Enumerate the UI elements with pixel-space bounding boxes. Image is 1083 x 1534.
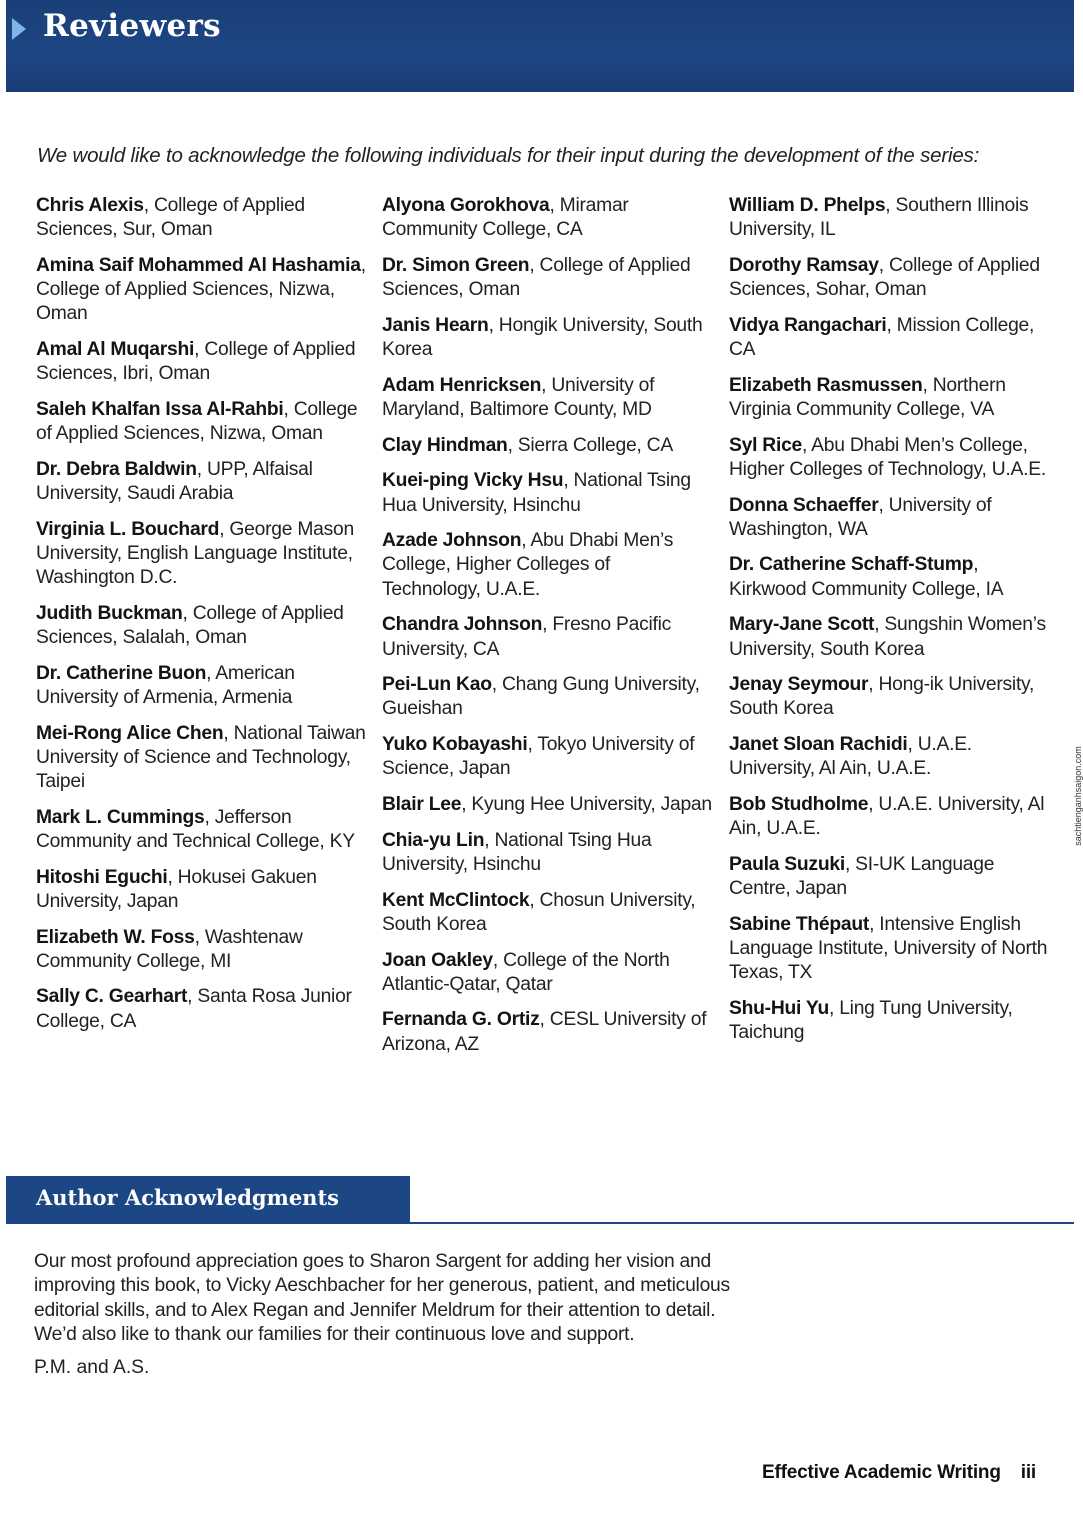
reviewer-affiliation: , American University of Armenia, Armenia — [36, 662, 295, 708]
reviewer-affiliation: , College of Applied Sciences, Nizwa, Oman — [36, 398, 358, 445]
reviewer-name: Clay Hindman — [382, 434, 508, 456]
reviewer-affiliation: , Intensive English Language Institute, University of North Texas, TX — [729, 913, 1048, 984]
reviewer-name: Amina Saif Mohammed Al Hashamia — [36, 254, 361, 276]
reviewer-entry — [36, 866, 366, 914]
reviewers-header-banner — [6, 0, 1074, 92]
reviewer-name: Paula Suzuki — [729, 853, 845, 875]
reviewer-name: Blair Lee — [382, 794, 462, 816]
reviewer-name: Elizabeth Rasmussen — [729, 374, 923, 396]
reviewer-column-1 — [36, 194, 366, 1045]
reviewer-affiliation: , SI-UK Language Centre, Japan — [729, 853, 995, 900]
reviewer-name: Amal Al Muqarshi — [36, 339, 195, 361]
reviewer-entry — [729, 314, 1051, 362]
reviewer-column-3 — [729, 194, 1051, 1057]
reviewer-affiliation: , University of Maryland, Baltimore County, MD — [382, 374, 655, 420]
reviewer-name: Alyona Gorokhova — [382, 195, 550, 216]
reviewer-affiliation: , Tokyo University of Science, Japan — [382, 734, 695, 780]
reviewer-entry — [729, 254, 1051, 302]
reviewer-entry — [36, 518, 366, 591]
reviewer-affiliation: , Santa Rosa Junior College, CA — [36, 986, 352, 1032]
reviewer-entry — [36, 254, 366, 327]
reviewer-entry — [36, 602, 366, 650]
reviewer-entry — [382, 434, 712, 458]
reviewer-entry — [382, 949, 712, 997]
reviewer-name: Shu-Hui Yu — [729, 997, 829, 1019]
reviewer-affiliation: , National Tsing Hua University, Hsinchu — [382, 829, 652, 875]
reviewer-entry — [729, 613, 1051, 661]
reviewer-name: Mei-Rong Alice Chen — [36, 722, 224, 744]
reviewer-affiliation: , Northern Virginia Community College, VA — [729, 374, 1006, 420]
reviewer-entry — [36, 194, 366, 242]
intro-text: We would like to acknowledge the following individuals for their input during the development of the series: — [37, 144, 980, 167]
reviewer-entry — [36, 458, 366, 506]
reviewer-name: Fernanda G. Ortiz — [382, 1009, 540, 1031]
reviewer-name: Pei-Lun Kao — [382, 674, 492, 696]
reviewer-name: Mary-Jane Scott — [729, 614, 875, 636]
reviewer-affiliation: , National Taiwan University of Science and Technology, Taipei — [36, 722, 366, 793]
reviewer-affiliation: , Miramar Community College, CA — [382, 195, 629, 241]
reviewer-entry — [729, 733, 1051, 781]
reviewer-name: Saleh Khalfan Issa Al-Rahbi — [36, 398, 284, 420]
reviewer-name: Janis Hearn — [382, 314, 489, 336]
reviewer-entry — [382, 829, 712, 877]
reviewer-entry — [382, 889, 712, 937]
reviewer-name: Syl Rice — [729, 434, 803, 456]
reviewer-affiliation: , Chang Gung University, Gueishan — [382, 674, 700, 720]
reviewer-name: Yuko Kobayashi — [382, 734, 528, 756]
acknowledgments-body: Our most profound appreciation goes to Sharon Sargent for adding her vision and improving this book, to Vicky Aeschbacher for her generous, patient, and meticulous editorial skills, and to Alex Regan and Jennifer Meldrum for their attention to detail. We’d also like to thank our families for their continuous love and support. — [34, 1251, 730, 1345]
reviewer-name: Sally C. Gearhart — [36, 986, 188, 1008]
reviewer-affiliation: , Southern Illinois University, IL — [729, 195, 1029, 241]
reviewer-affiliation: , Kyung Hee University, Japan — [461, 794, 712, 816]
reviewer-entry — [382, 613, 712, 661]
reviewer-entry — [382, 793, 712, 817]
reviewer-affiliation: , University of Washington, WA — [729, 494, 992, 540]
reviewer-affiliation: , Kirkwood Community College, IA — [729, 554, 1004, 600]
section-marker-icon — [12, 18, 26, 40]
reviewer-name: Janet Sloan Rachidi — [729, 734, 908, 756]
reviewer-affiliation: , Washtenaw Community College, MI — [36, 926, 303, 972]
reviewer-affiliation: , Sungshin Women’s University, South Korea — [729, 614, 1046, 660]
reviewer-affiliation: , Hongik University, South Korea — [382, 314, 703, 361]
reviewer-affiliation: , Ling Tung University, Taichung — [729, 997, 1013, 1044]
reviewer-name: Jenay Seymour — [729, 674, 869, 696]
reviewer-affiliation: , Chosun University, South Korea — [382, 889, 696, 935]
reviewer-entry — [729, 434, 1051, 482]
reviewer-entry — [382, 374, 712, 422]
reviewer-entry — [729, 553, 1051, 601]
reviewer-name: Chandra Johnson — [382, 614, 543, 636]
reviewer-affiliation: , CESL University of Arizona, AZ — [382, 1009, 707, 1055]
side-watermark: sachtienganhsaigon.com — [1073, 746, 1083, 846]
reviewer-entry — [382, 673, 712, 721]
reviewer-name: Chris Alexis — [36, 195, 144, 216]
reviewer-affiliation: , National Tsing Hua University, Hsinchu — [382, 470, 691, 516]
reviewer-name: Chia-yu Lin — [382, 829, 485, 851]
reviewer-affiliation: , College of Applied Sciences, Nizwa, Oman — [36, 254, 366, 325]
reviewer-name: Virginia L. Bouchard — [36, 518, 220, 540]
reviewer-entry — [382, 469, 712, 517]
section-title: Reviewers — [43, 8, 221, 44]
reviewer-affiliation: , Abu Dhabi Men’s College, Higher Colleges of Technology, U.A.E. — [729, 434, 1046, 480]
reviewer-name: Adam Henricksen — [382, 374, 542, 396]
reviewer-affiliation: , Fresno Pacific University, CA — [382, 614, 672, 660]
reviewer-entry — [729, 913, 1051, 986]
reviewer-name: Donna Schaeffer — [729, 494, 879, 516]
reviewer-affiliation: , College of Applied Sciences, Sohar, Oman — [729, 254, 1040, 301]
reviewer-entry — [36, 722, 366, 795]
reviewer-entry — [729, 997, 1051, 1045]
reviewer-affiliation: , Sierra College, CA — [507, 434, 673, 456]
reviewer-name: Sabine Thépaut — [729, 913, 870, 935]
reviewer-name: Hitoshi Eguchi — [36, 866, 168, 888]
reviewer-affiliation: , U.A.E. University, Al Ain, U.A.E. — [729, 794, 1045, 840]
reviewer-affiliation: , College of the North Atlantic-Qatar, Qatar — [382, 949, 670, 995]
reviewer-affiliation: , UPP, Alfaisal University, Saudi Arabia — [36, 458, 313, 505]
reviewer-entry — [36, 926, 366, 974]
reviewer-affiliation: , Jefferson Community and Technical College, KY — [36, 806, 355, 852]
reviewer-affiliation: , Mission College, CA — [729, 314, 1035, 361]
reviewer-entry — [36, 398, 366, 446]
footer-book-title: Effective Academic Writing — [762, 1462, 1001, 1483]
reviewer-affiliation: , Abu Dhabi Men’s College, Higher Colleges of Technology, U.A.E. — [382, 530, 674, 600]
reviewer-entry — [36, 662, 366, 710]
reviewer-name: Dr. Catherine Schaff-Stump — [729, 554, 974, 576]
reviewer-name: Bob Studholme — [729, 794, 869, 816]
reviewer-entry — [382, 529, 712, 602]
reviewer-affiliation: , Hokusei Gakuen University, Japan — [36, 866, 317, 912]
reviewer-entry — [36, 806, 366, 854]
reviewer-entry — [729, 793, 1051, 841]
reviewer-affiliation: , U.A.E. University, Al Ain, U.A.E. — [729, 734, 972, 780]
reviewer-name: Vidya Rangachari — [729, 314, 887, 336]
reviewer-name: Mark L. Cummings — [36, 806, 205, 828]
acknowledgments-header-banner — [6, 1176, 410, 1224]
reviewer-name: Judith Buckman — [36, 602, 183, 624]
reviewer-affiliation: , College of Applied Sciences, Oman — [382, 254, 691, 301]
reviewer-entry — [729, 494, 1051, 542]
acknowledgments-title: Author Acknowledgments — [36, 1185, 339, 1210]
reviewer-entry — [382, 1008, 712, 1056]
acknowledgments-signature: P.M. and A.S. — [34, 1357, 150, 1378]
reviewer-name: Azade Johnson — [382, 530, 522, 552]
reviewer-entry — [729, 673, 1051, 721]
reviewer-column-2 — [382, 194, 712, 1068]
reviewer-entry — [729, 374, 1051, 422]
reviewer-name: Dr. Simon Green — [382, 254, 530, 276]
reviewer-name: Dr. Debra Baldwin — [36, 458, 197, 480]
reviewer-affiliation: , College of Applied Sciences, Ibri, Oman — [36, 339, 356, 385]
reviewer-affiliation: , College of Applied Sciences, Salalah, Oman — [36, 602, 344, 649]
reviewer-entry — [36, 338, 366, 386]
page-number: iii — [1020, 1462, 1036, 1483]
reviewer-name: Joan Oakley — [382, 949, 493, 971]
reviewer-affiliation: , College of Applied Sciences, Sur, Oman — [36, 195, 305, 241]
reviewer-name: Elizabeth W. Foss — [36, 926, 195, 948]
reviewer-name: Dorothy Ramsay — [729, 254, 879, 276]
reviewer-entry — [36, 985, 366, 1033]
reviewer-entry — [382, 314, 712, 362]
reviewer-name: Kuei-ping Vicky Hsu — [382, 470, 564, 492]
reviewer-entry — [729, 853, 1051, 901]
reviewer-affiliation: , Hong-ik University, South Korea — [729, 674, 1035, 720]
reviewer-affiliation: , George Mason University, English Language Institute, Washington D.C. — [36, 518, 354, 589]
reviewer-entry — [382, 254, 712, 302]
reviewer-name: William D. Phelps — [729, 195, 886, 216]
reviewer-entry — [382, 194, 712, 242]
reviewer-entry — [382, 733, 712, 781]
reviewer-name: Dr. Catherine Buon — [36, 662, 207, 684]
reviewer-name: Kent McClintock — [382, 889, 530, 911]
page-footer — [762, 1462, 1036, 1484]
reviewer-entry — [729, 194, 1051, 242]
